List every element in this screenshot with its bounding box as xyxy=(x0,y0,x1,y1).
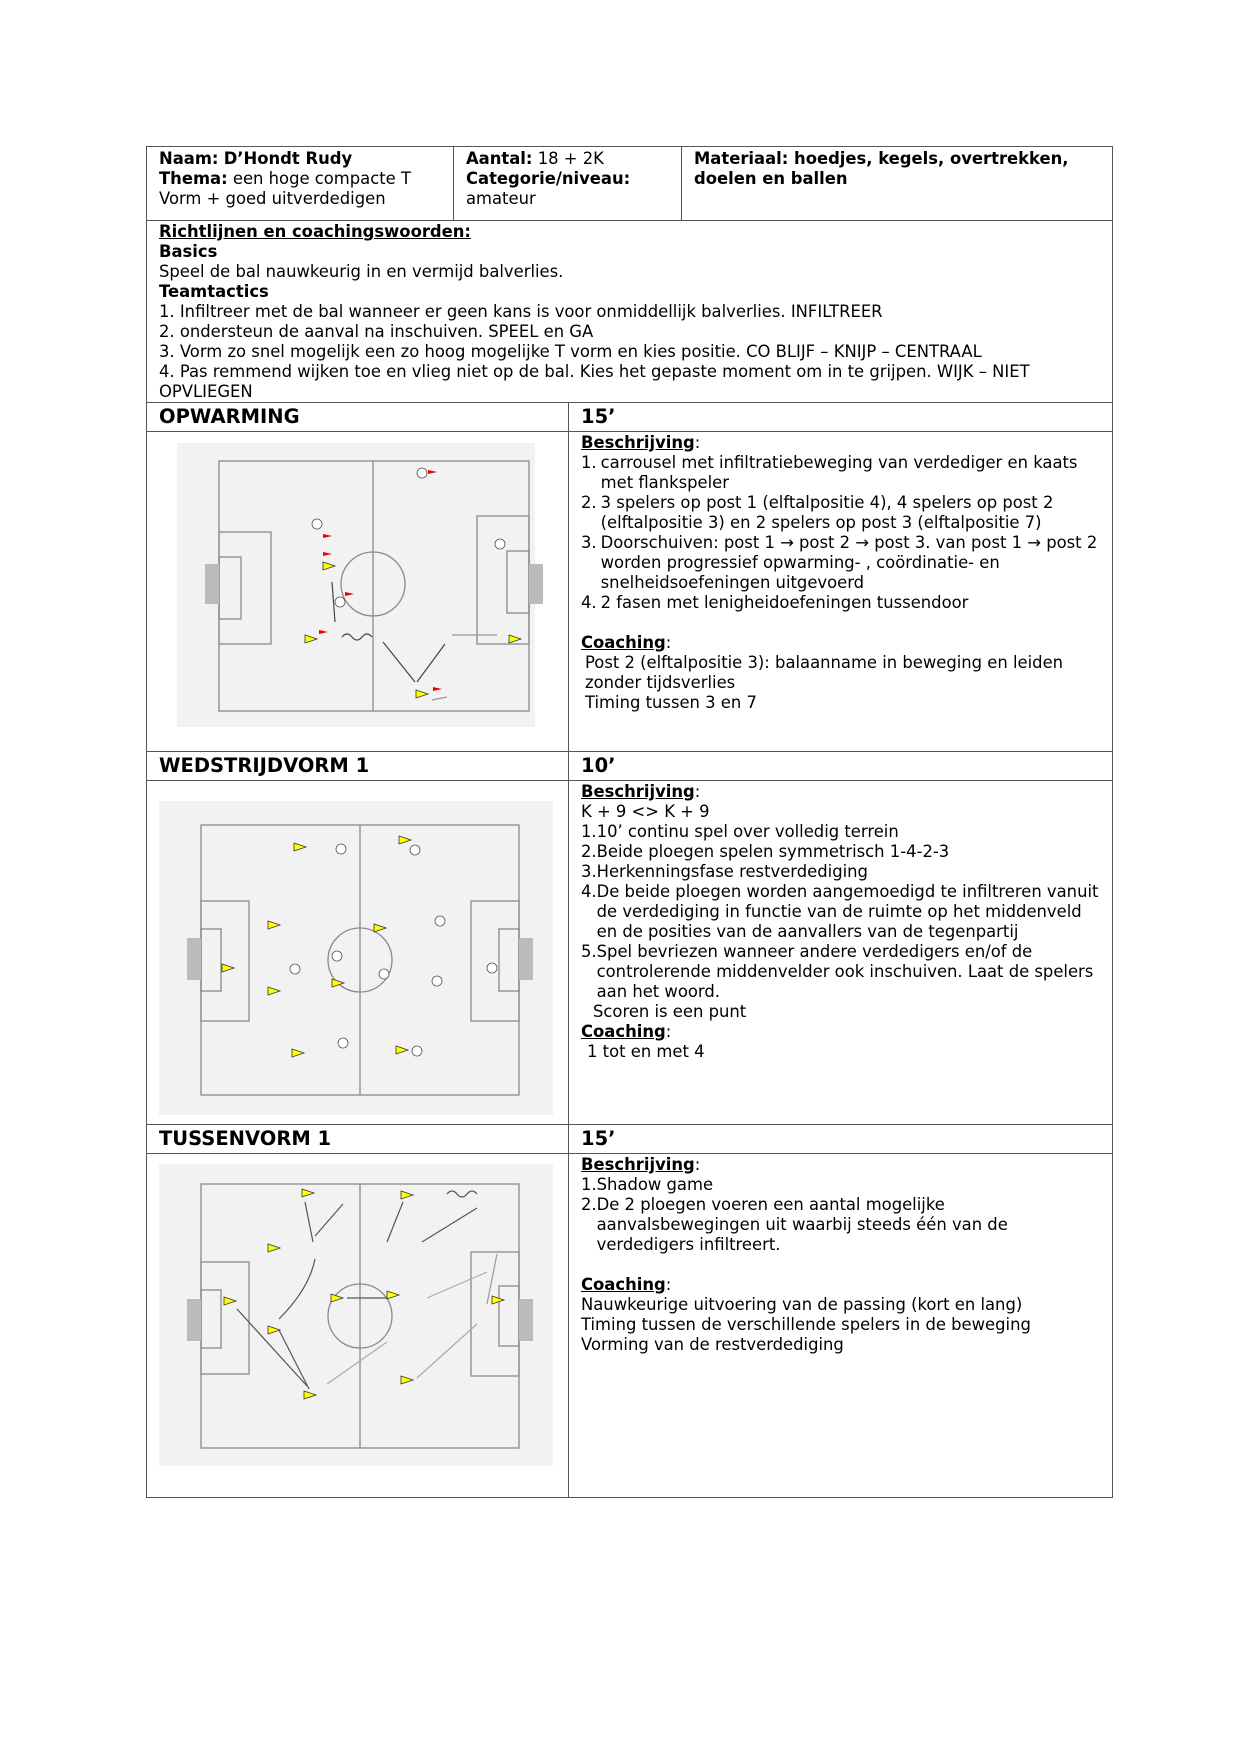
section-title: TUSSENVORM 1 xyxy=(147,1125,569,1154)
coaching-text: Nauwkeurige uitvoering van de passing (kort en lang) xyxy=(581,1295,1023,1314)
section-duration: 15’ xyxy=(569,403,1113,432)
wedstrijdvorm-description-cell: Beschrijving: K + 9 <> K + 9 1. 10’ continu spel over volledig terrein 2. Beide ploegen spelen symmetrisch 1-4-2-3 3. Herkenningsfase restverdediging 4. De beide ploegen worden aangemoedigd te infiltreren vanuit de verdediging in functie van de ruimte op het middenveld en de posities van de aanvallers van de tegenpartij 5. Spel bevriezen wanneer andere verdedigers en/of de controlerende middenvelder ook inschuiven. Laat de spelers aan het woord. Scoren is een punt Coaching: 1 tot en met 4 xyxy=(569,781,1113,1125)
list-item: 1. carrousel met infiltratiebeweging van verdediger en kaats met flankspeler xyxy=(581,453,1078,492)
list-item: 3. Doorschuiven: post 1 → post 2 → post 3. van post 1 → post 2 worden progressief opwarming- , coördinatie- en snelheidsoefeningen uitgevoerd xyxy=(581,533,1098,592)
section-title: OPWARMING xyxy=(147,403,569,432)
extra-text: Scoren is een punt xyxy=(593,1002,747,1021)
guidelines-cell xyxy=(147,221,1113,403)
list-item: 1. Shadow game xyxy=(581,1175,714,1194)
header-table xyxy=(146,146,1113,403)
section-duration: 15’ xyxy=(569,1125,1113,1154)
list-item: 5. Spel bevriezen wanneer andere verdedigers en/of de controlerende middenvelder ook inschuiven. Laat de spelers aan het woord. xyxy=(581,942,1094,1001)
coaching-text: Post 2 (elftalpositie 3): balaanname in beweging en leiden zonder tijdsverlies xyxy=(585,653,1064,692)
basics-text: Speel de bal nauwkeurig in en vermijd balverlies. xyxy=(159,262,564,281)
list-item: 4. De beide ploegen worden aangemoedigd te infiltreren vanuit de verdediging in functie van de ruimte op het middenveld en de posities van de aanvallers van de tegenpartij xyxy=(581,882,1099,941)
coaching-text: Timing tussen de verschillende spelers in de beweging xyxy=(581,1315,1031,1334)
training-sheet xyxy=(146,146,1112,1498)
opwarming-diagram-cell xyxy=(147,432,569,752)
coaching-label: Coaching xyxy=(581,1275,666,1294)
opwarming-pitch-diagram xyxy=(147,432,567,746)
guideline-item: 1. Infiltreer met de bal wanneer er geen kans is voor onmiddellijk balverlies. INFILTREER xyxy=(159,302,883,321)
coaching-text: 1 tot en met 4 xyxy=(587,1042,705,1061)
thema-value: een hoge compacte T Vorm + goed uitverdedigen xyxy=(159,169,411,208)
list-item: 4. 2 fasen met lenigheidoefeningen tussendoor xyxy=(581,593,969,612)
aantal-cell: Aantal: 18 + 2K Categorie/niveau: amateur xyxy=(454,147,682,221)
coaching-text: Vorming van de restverdediging xyxy=(581,1335,844,1354)
opwarming-description-cell: Beschrijving: 1. carrousel met infiltratiebeweging van verdediger en kaats met flankspeler 2. 3 spelers op post 1 (elftalpositie 4), 4 spelers op post 2 (elftalpositie 3) en 2 spelers op post 3 (elftalpositie 7) 3. Doorschuiven: post 1 → post 2 → post 3. van post 1 → post 2 worden progressief opwarming- , coördinatie- en snelheidsoefeningen uitgevoerd 4. 2 fasen met lenigheidoefeningen tussendoor Coaching: Post 2 (elftalpositie 3): balaanname in beweging en leiden zonder tijdsverlies Timing tussen 3 en 7 xyxy=(569,432,1113,752)
beschrijving-label: Beschrijving xyxy=(581,1155,695,1174)
naam-value: D’Hondt Rudy xyxy=(223,149,353,168)
beschrijving-label: Beschrijving xyxy=(581,433,695,452)
teamtactics-label: Teamtactics xyxy=(159,282,269,301)
guideline-item: 2. ondersteun de aanval na inschuiven. SPEEL en GA xyxy=(159,322,594,341)
wedstrijdvorm-diagram-cell xyxy=(147,781,569,1125)
list-item: 2. De 2 ploegen voeren een aantal mogelijke aanvalsbewegingen uit waarbij steeds één van de verdedigers infiltreert. xyxy=(581,1195,1008,1254)
section-duration: 10’ xyxy=(569,752,1113,781)
aantal-value: 18 + 2K xyxy=(537,149,604,168)
basics-label: Basics xyxy=(159,242,218,261)
tussenvorm-diagram-cell xyxy=(147,1154,569,1498)
section-title: WEDSTRIJDVORM 1 xyxy=(147,752,569,781)
materiaal-cell xyxy=(682,147,1113,221)
list-item: 2. 3 spelers op post 1 (elftalpositie 4), 4 spelers op post 2 (elftalpositie 3) en 2 spelers op post 3 (elftalpositie 7) xyxy=(581,493,1054,532)
list-item: 1. 10’ continu spel over volledig terrein xyxy=(581,822,899,841)
guideline-item: 3. Vorm zo snel mogelijk een zo hoog mogelijke T vorm en kies positie. CO BLIJF – KNIJP – CENTRAAL xyxy=(159,342,982,361)
tussenvorm-pitch-diagram xyxy=(147,1154,567,1492)
sections-table xyxy=(146,402,1113,1498)
coaching-text: Timing tussen 3 en 7 xyxy=(585,693,757,712)
categorie-value: amateur xyxy=(466,189,536,208)
guideline-item: 4. Pas remmend wijken toe en vlieg niet op de bal. Kies het gepaste moment om in te grijpen. WIJK – NIET OPVLIEGEN xyxy=(159,362,1030,401)
coaching-label: Coaching xyxy=(581,633,666,652)
beschrijving-label: Beschrijving xyxy=(581,782,695,801)
wedstrijdvorm-pitch-diagram xyxy=(147,781,567,1119)
coaching-label: Coaching xyxy=(581,1022,666,1041)
guidelines-title: Richtlijnen en coachingswoorden: xyxy=(159,222,471,241)
intro-text: K + 9 <> K + 9 xyxy=(581,802,710,821)
list-item: 2. Beide ploegen spelen symmetrisch 1-4-2-3 xyxy=(581,842,950,861)
tussenvorm-description-cell: Beschrijving: 1. Shadow game 2. De 2 ploegen voeren een aantal mogelijke aanvalsbewegingen uit waarbij steeds één van de verdedigers infiltreert. Coaching: Nauwkeurige uitvoering van de passing (kort en lang) Timing tussen de verschillende spelers in de beweging Vorming van de restverdediging xyxy=(569,1154,1113,1498)
list-item: 3. Herkenningsfase restverdediging xyxy=(581,862,868,881)
naam-cell: Naam: D’Hondt Rudy Thema: een hoge compacte T Vorm + goed uitverdedigen xyxy=(147,147,454,221)
materiaal-text: Materiaal: hoedjes, kegels, overtrekken, doelen en ballen xyxy=(694,149,1069,188)
